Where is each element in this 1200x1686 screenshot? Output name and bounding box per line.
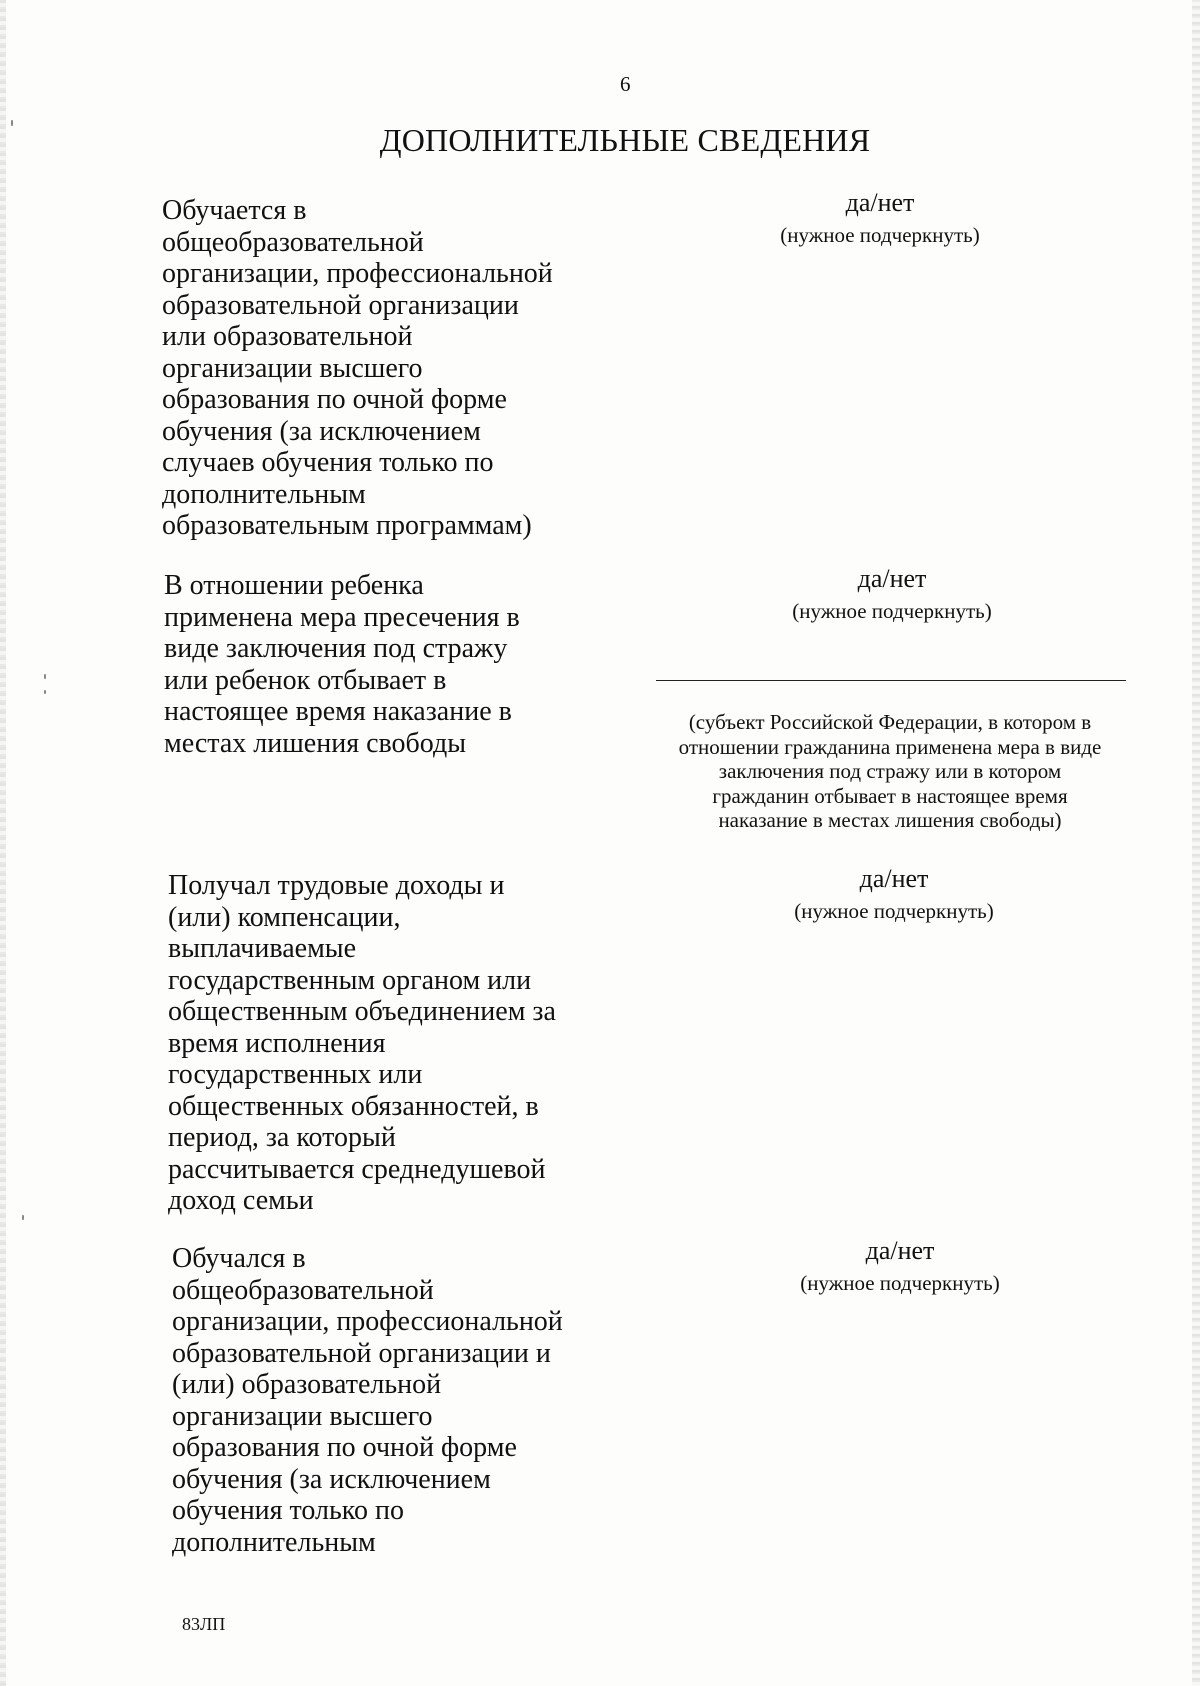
answer-hint: (нужное подчеркнуть) xyxy=(780,223,980,247)
answer-block-was-enrolled-full-time xyxy=(760,1236,1040,1296)
scan-speck xyxy=(44,674,46,679)
answer-block-labor-income xyxy=(754,864,1034,924)
question-labor-income: Получал трудовые доходы и (или) компенсации, выплачиваемые государственным органом или общественным объединением за время исполнения государственных или общественных обязанностей, в период, за который рассчитывается среднедушевой доход семьи xyxy=(168,870,556,1216)
scan-edge-left xyxy=(0,0,6,1686)
question-was-enrolled-full-time: Обучался в общеобразовательной организации, профессиональной образовательной организации и (или) образовательной организации высшего образования по очной форме обучения (за исключением обучения только по дополнительным xyxy=(172,1243,563,1558)
answer-yes-no: да/нет xyxy=(857,564,927,593)
answer-yes-no: да/нет xyxy=(865,1236,935,1265)
answer-hint: (нужное подчеркнуть) xyxy=(800,1271,1000,1295)
answer-block-enrolled-full-time xyxy=(740,188,1020,248)
scan-speck xyxy=(22,1215,24,1220)
subject-fill-line xyxy=(656,680,1126,681)
answer-yes-no: да/нет xyxy=(845,188,915,217)
answer-block-custody-or-sentence xyxy=(752,564,1032,624)
page-title: ДОПОЛНИТЕЛЬНЫЕ СВЕДЕНИЯ xyxy=(379,122,871,158)
scan-speck xyxy=(44,690,46,694)
subject-caption: (субъект Российской Федерации, в котором в отношении гражданина применена мера в виде заключения под стражу или в котором гражданин отбывает в настоящее время наказание в местах лишения свободы) xyxy=(678,710,1102,832)
page-number: 6 xyxy=(620,72,631,96)
answer-yes-no: да/нет xyxy=(859,864,929,893)
answer-hint: (нужное подчеркнуть) xyxy=(794,899,994,923)
scan-edge-right xyxy=(1192,0,1200,1686)
document-code: 83ЛП xyxy=(182,1614,226,1634)
question-enrolled-full-time: Обучается в общеобразовательной организации, профессиональной образовательной организации или образовательной организации высшего образования по очной форме обучения (за исключением случаев обучения только по дополнительным образовательным программам) xyxy=(162,195,553,541)
answer-hint: (нужное подчеркнуть) xyxy=(792,599,992,623)
question-custody-or-sentence: В отношении ребенка применена мера пресечения в виде заключения под стражу или ребенок отбывает в настоящее время наказание в местах лишения свободы xyxy=(164,570,520,759)
scan-speck xyxy=(11,120,13,126)
